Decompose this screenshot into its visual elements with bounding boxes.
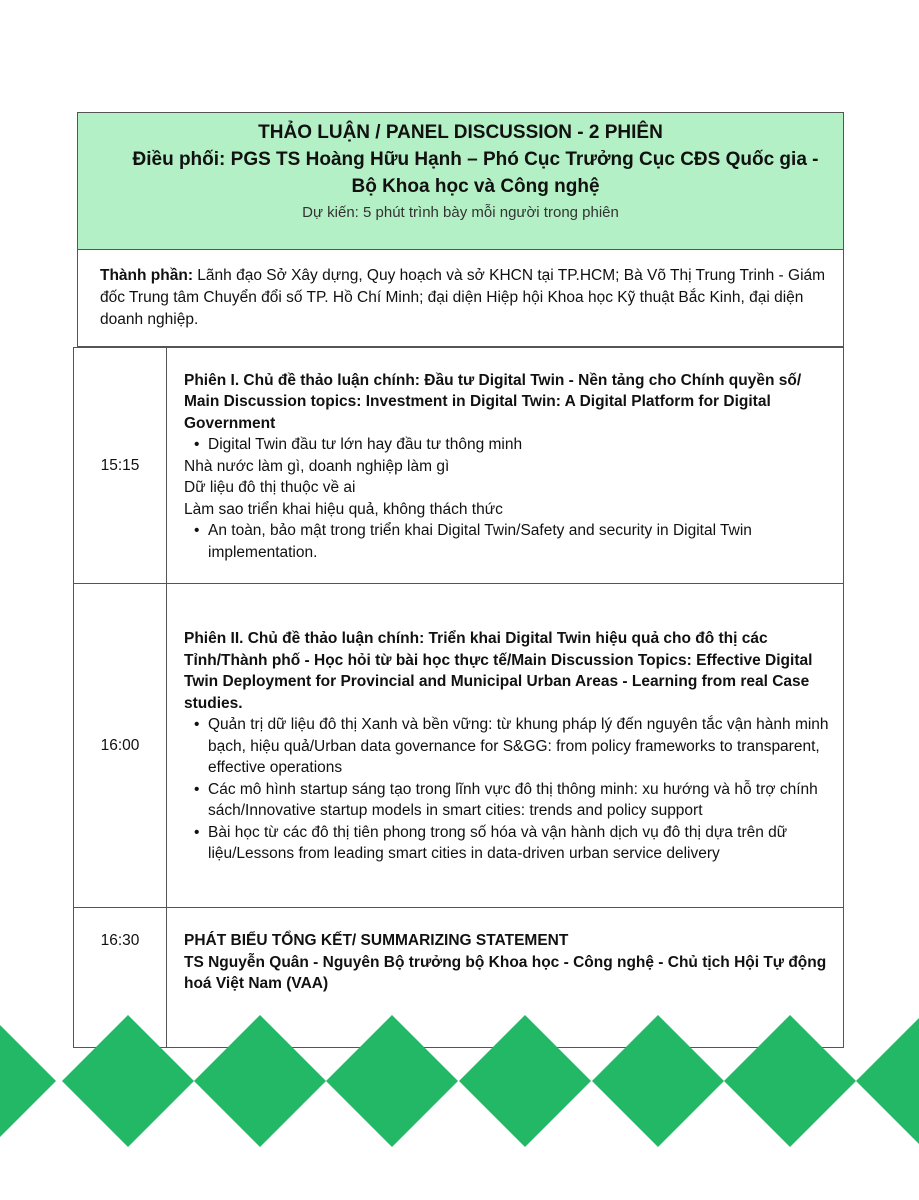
session-content bbox=[167, 348, 844, 584]
diamond-shape bbox=[0, 1015, 56, 1147]
bullet-list bbox=[184, 434, 829, 456]
diamond-shape bbox=[326, 1015, 458, 1147]
session-time: 16:30 bbox=[74, 908, 167, 1048]
session-time: 16:00 bbox=[74, 584, 167, 908]
session-time: 15:15 bbox=[74, 348, 167, 584]
bullet-list bbox=[184, 714, 829, 865]
diamond-shape bbox=[459, 1015, 591, 1147]
panel-note: Dự kiến: 5 phút trình bày mỗi người trong phiên bbox=[302, 204, 619, 221]
list-line: Nhà nước làm gì, doanh nghiệp làm gì bbox=[184, 457, 450, 475]
diamond-shape bbox=[194, 1015, 326, 1147]
list-item: • Các mô hình startup sáng tạo trong lĩnh vực đô thị thông minh: xu hướng và hỗ trợ chính sách/Innovative startup models in smart cities: trends and policy support bbox=[208, 779, 829, 822]
diamond-shape bbox=[592, 1015, 724, 1147]
list-item: • Bài học từ các đô thị tiên phong trong số hóa và vận hành dịch vụ đô thị dựa trên dữ liệu/Lessons from leading smart cities in data-driven urban service delivery bbox=[208, 822, 829, 865]
agenda-table bbox=[73, 347, 844, 1048]
composition-text: Lãnh đạo Sở Xây dựng, Quy hoạch và sở KHCN tại TP.HCM; Bà Võ Thị Trung Trinh - Giám đốc Trung tâm Chuyển đổi số TP. Hồ Chí Minh; đại diện Hiệp hội Khoa học Kỹ thuật Bắc Kinh, đại diện doanh nghiệp. bbox=[100, 267, 826, 328]
list-item: • Quản trị dữ liệu đô thị Xanh và bền vững: từ khung pháp lý đến nguyên tắc vận hành minh bạch, hiệu quả/Urban data governance for S&GG: from policy frameworks to transparent, effective operations bbox=[208, 714, 829, 779]
bullet-list bbox=[184, 520, 829, 563]
summary-title: PHÁT BIỂU TỔNG KẾT/ SUMMARIZING STATEMENT bbox=[184, 932, 569, 949]
diamond-pattern bbox=[0, 1010, 919, 1200]
session-title: Phiên II. Chủ đề thảo luận chính: Triển khai Digital Twin hiệu quả cho đô thị các Tỉnh/Thành phố - Học hỏi từ bài học thực tế/Main Discussion Topics: Effective Digital Twin Deployment for Provincial and Municipal Urban Areas - Learning from real Case studies. bbox=[184, 630, 813, 712]
composition-box bbox=[77, 250, 844, 347]
session-content bbox=[167, 584, 844, 908]
table-row bbox=[74, 584, 844, 908]
list-line: Làm sao triển khai hiệu quả, không thách thức bbox=[184, 500, 503, 518]
diamond-shape bbox=[856, 1015, 919, 1147]
diamond-shape bbox=[62, 1015, 194, 1147]
panel-coordinator: Điều phối: PGS TS Hoàng Hữu Hạnh – Phó Cục Trưởng Cục CĐS Quốc gia - Bộ Khoa học và Công nghệ bbox=[132, 149, 819, 197]
diamond-shape bbox=[724, 1015, 856, 1147]
summary-speaker: TS Nguyễn Quân - Nguyên Bộ trưởng bộ Khoa học - Công nghệ - Chủ tịch Hội Tự động hoá Việt Nam (VAA) bbox=[184, 953, 827, 992]
session-title: Phiên I. Chủ đề thảo luận chính: Đầu tư Digital Twin - Nền tảng cho Chính quyền số/ Main Discussion topics: Investment in Digital Twin: A Digital Platform for Digital Government bbox=[184, 371, 802, 432]
list-line: Dữ liệu đô thị thuộc về ai bbox=[184, 479, 356, 497]
list-item: • Digital Twin đầu tư lớn hay đầu tư thông minh bbox=[208, 434, 829, 456]
panel-header bbox=[77, 112, 844, 250]
list-item: • An toàn, bảo mật trong triển khai Digital Twin/Safety and security in Digital Twin implementation. bbox=[208, 520, 829, 563]
table-row bbox=[74, 348, 844, 584]
composition-label: Thành phần: bbox=[100, 267, 193, 284]
panel-title: THẢO LUẬN / PANEL DISCUSSION - 2 PHIÊN bbox=[258, 122, 663, 143]
